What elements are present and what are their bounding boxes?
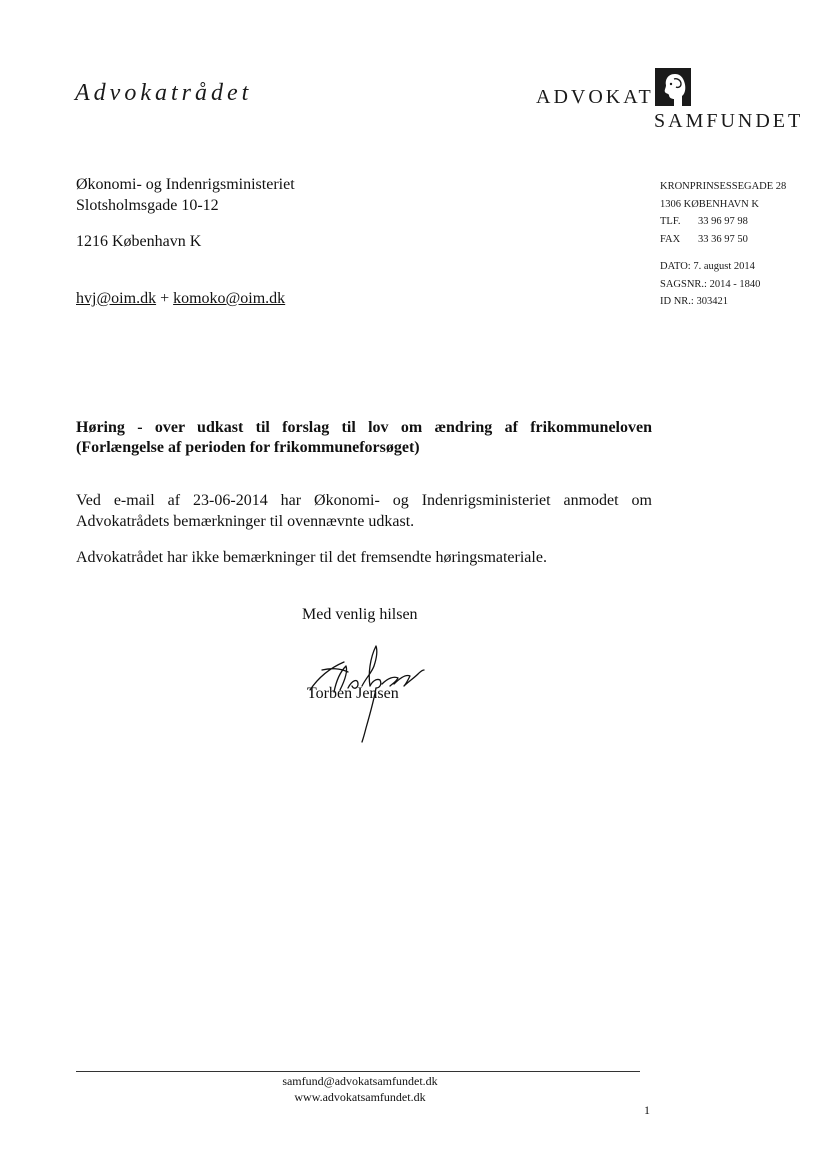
recipient-emails xyxy=(76,290,285,308)
phone-label: TLF. xyxy=(660,216,681,227)
recipient-name: Økonomi- og Indenrigsministeriet xyxy=(76,176,295,193)
paragraph-1-line-1: Ved e-mail af 23-06-2014 har Økonomi- og Indenrigsministeriet anmodet om xyxy=(76,492,652,509)
footer-divider xyxy=(76,1071,640,1072)
footer-website: www.advokatsamfundet.dk xyxy=(294,1090,426,1104)
footer-contact xyxy=(200,1073,520,1105)
letter-subject xyxy=(76,418,652,458)
footer-email: samfund@advokatsamfundet.dk xyxy=(282,1074,438,1088)
sender-info-block xyxy=(660,178,786,311)
id-number: ID NR.: 303421 xyxy=(660,296,728,307)
subject-line-1: Høring - over udkast til forslag til lov om ændring af frikommuneloven xyxy=(76,419,652,436)
case-number: SAGSNR.: 2014 - 1840 xyxy=(660,278,761,290)
recipient-address xyxy=(76,174,295,216)
info-spacer xyxy=(660,248,786,258)
paragraph-1-line-2: Advokatrådets bemærkninger til ovennævnte udkast. xyxy=(76,513,415,530)
profile-head-emblem-icon xyxy=(653,66,693,108)
logo-word-samfundet: SAMFUNDET xyxy=(654,110,804,132)
fax-label: FAX xyxy=(660,233,681,245)
advokatsamfundet-logo xyxy=(536,66,806,136)
subject-line-2: (Forlængelse af perioden for frikommuneforsøget) xyxy=(76,439,420,456)
email-link-komoko[interactable]: komoko@oim.dk xyxy=(173,290,286,307)
body-paragraph-2: Advokatrådet har ikke bemærkninger til det fremsendte høringsmateriale. xyxy=(76,549,547,566)
closing-greeting: Med venlig hilsen xyxy=(302,606,418,623)
email-link-hvj[interactable]: hvj@oim.dk xyxy=(76,290,157,307)
signer-name: Torben Jensen xyxy=(307,685,399,702)
email-separator: + xyxy=(156,290,174,307)
handwritten-signature xyxy=(296,638,446,744)
sender-street: KRONPRINSESSEGADE 28 xyxy=(660,181,787,192)
sender-phone xyxy=(660,213,786,231)
advokatraadet-title: Advokatrådet xyxy=(75,80,253,106)
body-paragraph-1 xyxy=(76,490,652,532)
letter-date: DATO: 7. august 2014 xyxy=(660,261,755,272)
page-number: 1 xyxy=(644,1103,650,1117)
recipient-city: 1216 København K xyxy=(76,233,202,250)
sender-fax xyxy=(660,231,786,249)
recipient-street: Slotsholmsgade 10-12 xyxy=(76,197,219,214)
phone-value: 33 96 97 98 xyxy=(698,216,748,227)
logo-word-advokat: ADVOKAT xyxy=(536,86,654,108)
fax-value: 33 36 97 50 xyxy=(698,233,748,245)
sender-postal: 1306 KØBENHAVN K xyxy=(660,198,759,210)
